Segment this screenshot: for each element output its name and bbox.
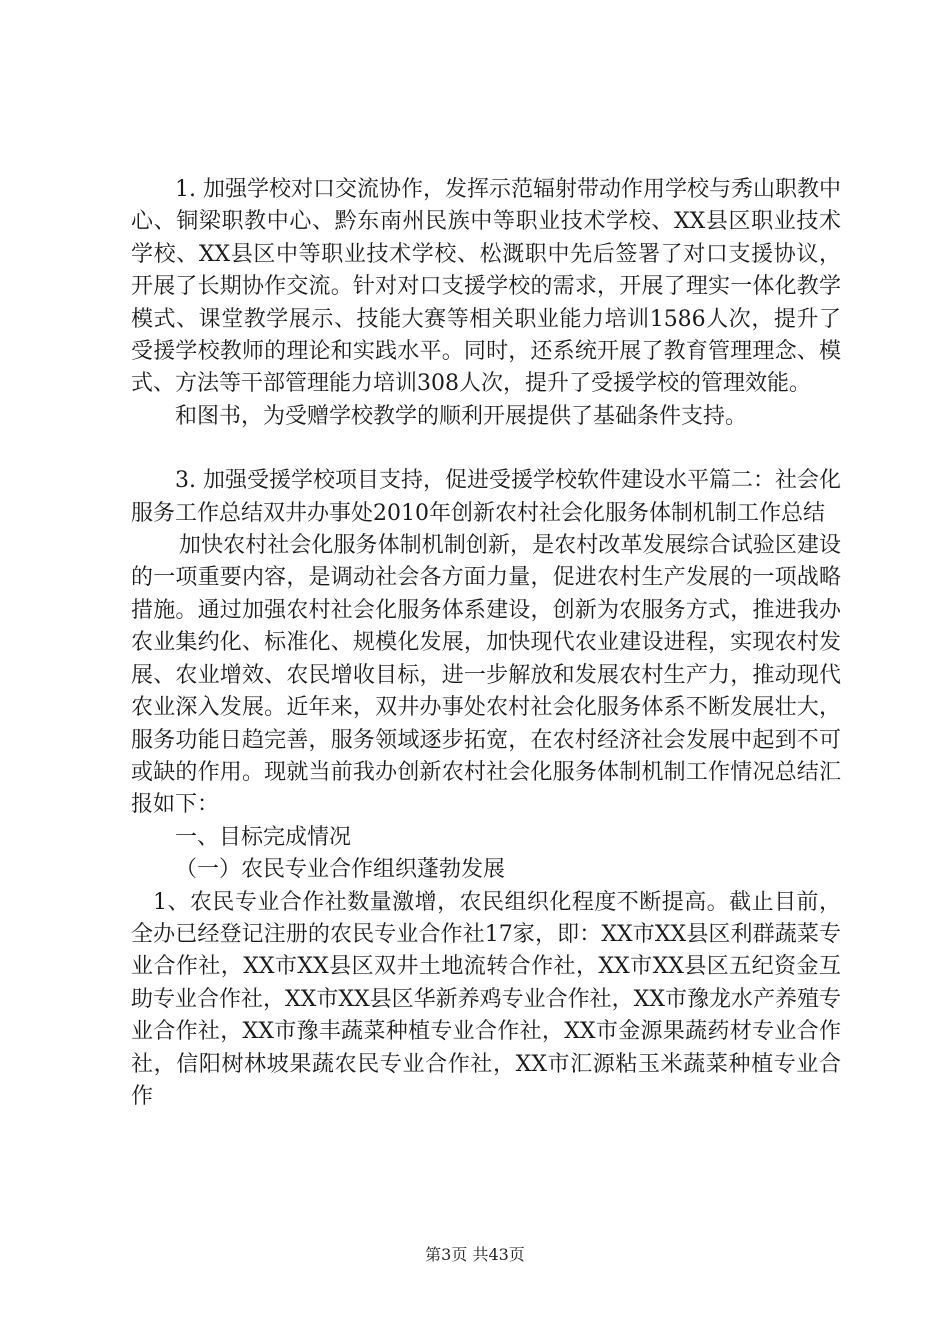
document-body bbox=[131, 174, 841, 1113]
paragraph-project-support-heading: 3. 加强受援学校项目支持，促进受援学校软件建设水平篇二：社会化服务工作总结双井办事处2010年创新农村社会化服务体制机制工作总结 bbox=[131, 468, 841, 526]
paragraph-cooperative-list: 1、农民专业合作社数量激增，农民组织化程度不断提高。截止目前，全办已经登记注册的农民专业合作社17家，即：XX市XX县区利群蔬菜专业合作社，XX市XX县区双井土地流转合作社，XX市XX县区五纪资金互助专业合作社，XX市XX县区华新养鸡专业合作社，XX市豫龙水产养殖专业合作社，XX市豫丰蔬菜种植专业合作社，XX市金源果蔬药材专业合作社，信阳树林坡果蔬农民专业合作社，XX市汇源粘玉米蔬菜种植专业合作 bbox=[131, 889, 841, 1109]
paragraph-school-exchange: 1. 加强学校对口交流协作，发挥示范辐射带动作用学校与秀山职教中心、铜梁职教中心、黔东南州民族中等职业技术学校、XX县区职业技术学校、XX县区中等职业技术学校、松溉职中先后签署了对口支援协议，开展了长期协作交流。针对对口支援学校的需求，开展了理实一体化教学模式、课堂教学展示、技能大赛等相关职业能力培训1586人次，提升了受援学校教师的理论和实践水平。同时，还系统开展了教育管理理念、模式、方法等干部管理能力培训308人次，提升了受援学校的管理效能。 bbox=[131, 177, 841, 397]
subsection-heading-cooperatives: （一）农民专业合作组织蓬勃发展 bbox=[175, 857, 506, 883]
paragraph-rural-service-intro: 加快农村社会化服务体制机制创新，是农村改革发展综合试验区建设的一项重要内容，是调动社会各方面力量，促进农村生产发展的一项战略措施。通过加强农村社会化服务体系建设，创新为农服务方式，推进我办农业集约化、标准化、规模化发展，加快现代农业建设进程，实现农村发展、农业增效、农民增收目标，进一步解放和发展农村生产力，推动现代农业深入发展。近年来，双井办事处农村社会化服务体系不断发展壮大，服务功能日趋完善，服务领域逐步拓宽，在农村经济社会发展中起到不可或缺的作用。现就当前我办创新农村社会化服务体制机制工作情况总结汇报如下： bbox=[131, 533, 841, 818]
section-heading-goals: 一、目标完成情况 bbox=[175, 824, 352, 850]
page-number-footer: 第3页 共43页 bbox=[425, 1245, 525, 1264]
paragraph-spacer bbox=[131, 433, 841, 465]
paragraph-books-support: 和图书，为受赠学校教学的顺利开展提供了基础条件支持。 bbox=[175, 403, 748, 429]
